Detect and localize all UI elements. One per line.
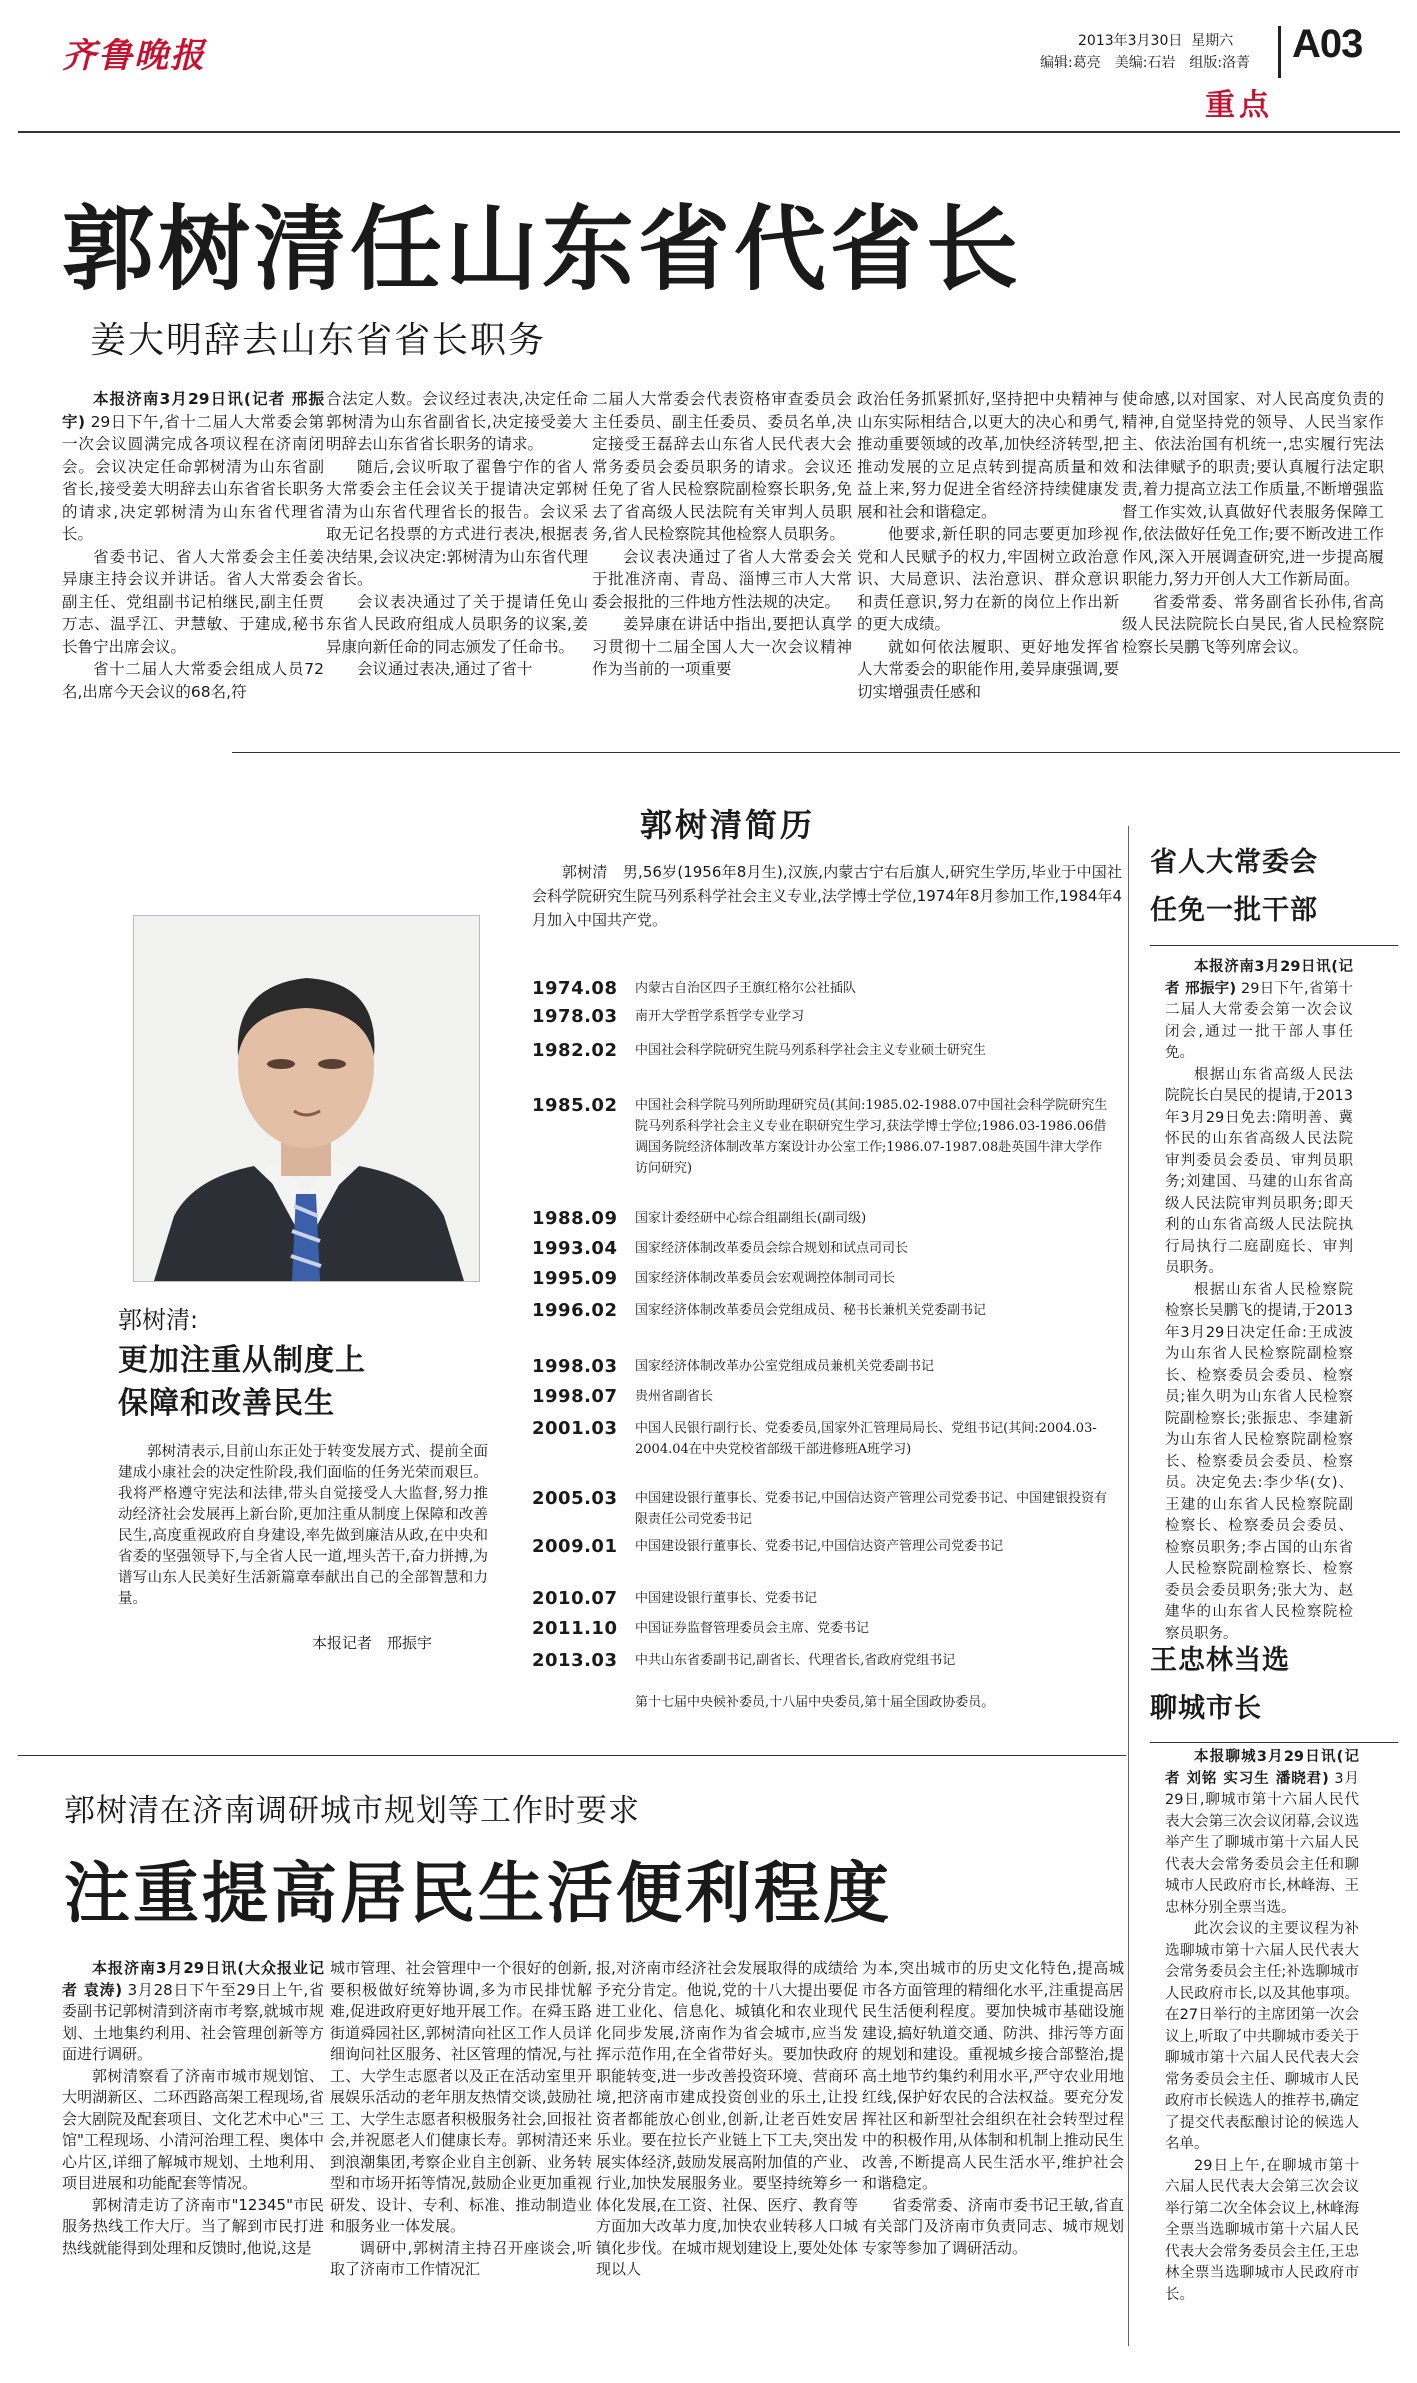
article2-col-4: 为本,突出城市的历史文化特色,提高城市各方面管理的精细化水平,注重提高居民生活便利程度。要加快城市基础设施建设,搞好轨道交通、防洪、排污等方面的规划和建设。重视城乡接合部整治,提高土地节约集约利用水平,严守农业用地红线,保护好农民的合法权益。要充分发挥社区和新型社会组织在社会转型过程中的积极作用,从体制和机制上推动民生改善,不断提高人民生活水平,维护社会和谐稳定。 省委常委、济南市委书记王敏,省直有关部门及济南市负责同志、城市规划专家等参加了调研活动。 — [862, 1959, 1124, 2257]
side1-title-line-1: 省人大常委会 — [1150, 847, 1318, 878]
article2-col-3: 报,对济南市经济社会发展取得的成绩给予充分肯定。他说,党的十八大提出要促进工业化、信息化、城镇化和农业现代化同步发展,济南作为省会城市,应当发挥示范作用,在全省带好头。要加快政府职能转变,进一步改善投资环境、营商环境,把济南市建成投资创业的乐土,让投资者都能放心创业,创新,让老百姓安居乐业。要在拉长产业链上下工夫,突出发展实体经济,鼓励发展高附加值的产业、行业,加快发展服务业。要坚持统筹乡一体化发展,在工资、社保、医疗、教育等方面加大改革力度,加快农业转移人口城镇化步伐。在城市规划建设上,要处处体现以人 — [596, 1959, 858, 2278]
quote-title-line-1: 更加注重从制度上 — [118, 1343, 366, 1378]
section-divider-2 — [18, 1755, 1126, 1756]
portrait-photo — [133, 915, 480, 1282]
career-timeline: 1974.08 内蒙古自治区四子王旗红格尔公社插队 1978.03 南开大学哲学系哲学专业学习 1982.02 中国社会科学院研究生院马列系科学社会主义专业硕士研究生 1985.02 中国社会科学院马列所助理研究员(其间:1985.02-1988.07中国社会科学院研究生院马列系科学社会主义专业在职研究生学习,获法学博士学位;1986.03-1986.06借调国务院经济体制改革方案设计办公室工作;1986.07-1987.08赴英国牛津大学作访问研究) 1988.09 国家计委经研中心综合组副组长(副司级) 1993.04 国家经济体制改革委员会综合规划和试点司司长 1995.09 国家经济体制改革委员会宏观调控体制司司长 1996.02 国家经济体制改革委员会党组成员、秘书长兼机关党委副书记 1998.03 国家经济体制改革办公室党组成员兼机关党委副书记 1998.07 贵州省副省长 2001.03 中国人民银行副行长、党委委员,国家外汇管理局局长、党组书记(其间:2004.03-2004.04在中央党校省部级干部进修班A班学习) 2005.03 中国建设银行董事长、党委书记,中国信达资产管理公司党委书记、中国建银投资有限责任公司党委书记 2009.01 中国建设银行董事长、党委书记,中国信达资产管理公司党委书记 2010.07 中国建设银行董事长、党委书记 2011.10 中国证券监督管理委员会主席、党委书记 2013.03 中共山东省委副书记,副省长、代理省长,省政府党组书记 — [532, 978, 1108, 1671]
main-article-col-4: 政治任务抓紧抓好,坚持把中央精神与山东实际相结合,以更大的决心和勇气,推动重要领域的改革,加快经济转型,把推动发展的立足点转到提高质量和效益上来,努力促进全省经济持续健康发展和社会和谐稳定。 他要求,新任职的同志要更加珍视党和人民赋予的权力,牢固树立政治意识、大局意识、法治意识、群众意识和责任意识,努力在新的岗位上作出新的更大成绩。 就如何依法履职、更好地发挥省人大常委会的职能作用,姜异康强调,要切实增强责任感和 — [857, 390, 1119, 701]
side1-title-line-2: 任免一批干部 — [1150, 895, 1318, 926]
person-silhouette-icon — [134, 916, 479, 1281]
timeline-note: 第十七届中央候补委员,十八届中央委员,第十届全国政协委员。 — [635, 1695, 995, 1710]
page-number: A03 — [1292, 22, 1363, 66]
article2-kicker: 郭树清在济南调研城市规划等工作时要求 — [64, 1793, 640, 1829]
quote-body: 郭树清表示,目前山东正处于转变发展方式、提前全面建成小康社会的决定性阶段,我们面临的任务光荣而艰巨。我将严格遵守宪法和法律,带头自觉接受人大监督,努力推动经济社会发展再上新台阶,更加注重从制度上保障和改善民生,高度重视政府自身建设,率先做到廉洁从政,在中央和省委的坚强领导下,与全省人民一道,埋头苦干,奋力拼搏,为谱写山东人民美好生活新篇章奉献出自己的全部智慧和力量。 — [118, 1444, 488, 1607]
article2-col-1: 本报济南3月29日讯(大众报业记者 袁涛) 3月28日下午至29日上午,省委副书记郭树清到济南市考察,就城市规划、土地集约利用、社会管理创新等方面进行调研。 郭树清察看了济南市城市规划馆、大明湖新区、二环西路高架工程现场,省会大剧院及配套项目、文化艺术中心"三馆"工程现场、小清河治理工程、奥体中心片区,详细了解城市规划、土地利用、项目进展和功能配套等情况。 郭树清走访了济南市"12345"市民服务热线工作大厅。当了解到市民打进热线就能得到处理和反馈时,他说,这是 — [62, 1959, 324, 2257]
sidebar-vertical-rule — [1128, 826, 1129, 2346]
section-label: 重点 — [1205, 88, 1273, 123]
masthead-divider — [1278, 26, 1281, 78]
profile-title: 郭树清简历 — [640, 806, 816, 844]
quote-name: 郭树清: — [118, 1306, 199, 1334]
main-article-col-2: 合法定人数。会议经过表决,决定任命郭树清为山东省副省长,决定接受姜大明辞去山东省省长职务的请求。 随后,会议听取了翟鲁宁作的省人大常委会主任会议关于提请决定郭树清为山东省代理省长的报告。会议采取无记名投票的方式进行表决,根据表决结果,会议决定:郭树清为山东省代理省长。 会议表决通过了关于提请任免山东省人民政府组成人员职务的议案,姜异康向新任命的同志颁发了任命书。 会议通过表决,通过了省十 — [326, 390, 588, 678]
editor-credits: 编辑:葛亮 美编:石岩 组版:洛菁 — [1040, 55, 1251, 71]
main-article-col-3: 二届人大常委会代表资格审查委员会主任委员、副主任委员、委员名单,决定接受王磊辞去山东省人民代表大会常务委员会委员职务的请求。会议还任免了省人民检察院副检察长职务,免去了省高级人民法院有关审判人员职务,省人民检察院其他检察人员职务。 会议表决通过了省人大常委会关于批准济南、青岛、淄博三市人大常委会报批的三件地方性法规的决定。 姜异康在讲话中指出,要把认真学习贯彻十二届全国人大一次会议精神作为当前的一项重要 — [592, 390, 852, 678]
quote-reporter: 本报记者 邢振宇 — [312, 1634, 433, 1652]
newspaper-logo: 齐鲁晚报 — [62, 36, 206, 76]
article2-col-2: 城市管理、社会管理中一个很好的创新,要积极做好统筹协调,多为市民排忧解难,促进政府更好地开展工作。在舜玉路街道舜园社区,郭树清向社区工作人员详细询问社区服务、社区管理的情况,与社工、大学生志愿者以及正在活动室里开展娱乐活动的老年朋友热情交谈,鼓励社工、大学生志愿者积极服务社会,回报社会,并祝愿老人们健康长寿。郭树清还来到浪潮集团,考察企业自主创新、业务转型和市场开拓等情况,鼓励企业更加重视研发、设计、专利、标准、推动制造业和服务业一体发展。 调研中,郭树清主持召开座谈会,听取了济南市工作情况汇 — [330, 1959, 592, 2278]
side2-title-line-1: 王忠林当选 — [1150, 1645, 1290, 1676]
masthead-rule — [18, 131, 1400, 133]
side1-body: 本报济南3月29日讯(记者 邢振宇) 29日下午,省第十二届人大常委会第一次会议闭会,通过一批干部人事任免。 根据山东省高级人民法院院长白昊民的提请,于2013年3月29日免去:隋明善、冀怀民的山东省高级人民法院审判委员会委员、审判员职务;刘建国、马建的山东省高级人民法院审判员职务;即天利的山东省高级人民法院执行局执行二庭副庭长、审判员职务。 根据山东省人民检察院检察长吴鹏飞的提请,于2013年3月29日决定任命:王成波为山东省人民检察院副检察长、检察委员会委员、检察员;崔久明为山东省人民检察院副检察长;张振忠、李建新为山东省人民检察院副检察长、检察委员会委员、检察员。决定免去:李少华(女)、王建的山东省人民检察院副检察长、检察委员会委员、检察员职务;李占国的山东省人民检察院副检察长、检察委员会委员职务;张大为、赵建华的山东省人民检察院检察员职务。 — [1165, 959, 1353, 1642]
main-subhead: 姜大明辞去山东省省长职务 — [90, 320, 547, 361]
side1-title-rule — [1150, 945, 1398, 946]
article2-headline: 注重提高居民生活便利程度 — [64, 1855, 892, 1932]
main-article-col-1: 本报济南3月29日讯(记者 邢振宇) 29日下午,省十二届人大常委会第一次会议圆满完成各项议程在济南闭会。会议决定任命郭树清为山东省副省长,接受姜大明辞去山东省省长职务的请求,决定郭树清为山东省代理省长。 省委书记、省人大常委会主任姜异康主持会议并讲话。省人大常委会副主任、党组副书记柏继民,副主任贾万志、温孚江、尹慧敏、于建成,秘书长鲁宁出席会议。 省十二届人大常委会组成人员72名,出席今天会议的68名,符 — [62, 390, 324, 701]
section-divider-1 — [232, 752, 1400, 753]
side2-title-rule — [1150, 1742, 1398, 1743]
issue-date: 2013年3月30日 星期六 — [1078, 33, 1234, 49]
main-article-col-5: 使命感,以对国家、对人民高度负责的精神,自觉坚持党的领导、人民当家作主、依法治国有机统一,忠实履行宪法和法律赋予的职责;要认真履行法定职责,着力提高立法工作质量,不断增强监督工作实效,认真做好代表服务保障工作,依法做好任免工作;要不断改进工作作风,深入开展调查研究,进一步提高履职能力,努力开创人大工作新局面。 省委常委、常务副省长孙伟,省高级人民法院院长白昊民,省人民检察院检察长吴鹏飞等列席会议。 — [1122, 390, 1384, 656]
side2-title-line-2: 聊城市长 — [1150, 1693, 1262, 1724]
main-headline: 郭树清任山东省代省长 — [62, 196, 1023, 303]
quote-title-line-2: 保障和改善民生 — [118, 1386, 335, 1421]
side2-body: 本报聊城3月29日讯(记者 刘铭 实习生 潘晓君) 3月29日,聊城市第十六届人民代表大会第三次会议闭幕,会议选举产生了聊城市第十六届人民代表大会常务委员会主任和聊城市人民政府市长,林峰海、王忠林分别全票当选。 此次会议的主要议程为补选聊城市第十六届人民代表大会常务委员会主任;补选聊城市人民政府市长,以及其他事项。在27日举行的主席团第一次会议上,听取了中共聊城市委关于聊城市第十六届人民代表大会常务委员会主任、聊城市人民政府市长候选人的推荐书,确定了提交代表酝酿讨论的候选人名单。 29日上午,在聊城市第十六届人民代表大会第三次会议举行第二次全体会议上,林峰海全票当选聊城市第十六届人民代表大会常务委员会主任,王忠林全票当选聊城市人民政府市长。 — [1165, 1749, 1360, 2303]
profile-intro: 郭树清 男,56岁(1956年8月生),汉族,内蒙古宁右后旗人,研究生学历,毕业于中国社会科学院研究生院马列系科学社会主义专业,法学博士学位,1974年8月参加工作,1984年4月加入中国共产党。 — [532, 863, 1122, 929]
